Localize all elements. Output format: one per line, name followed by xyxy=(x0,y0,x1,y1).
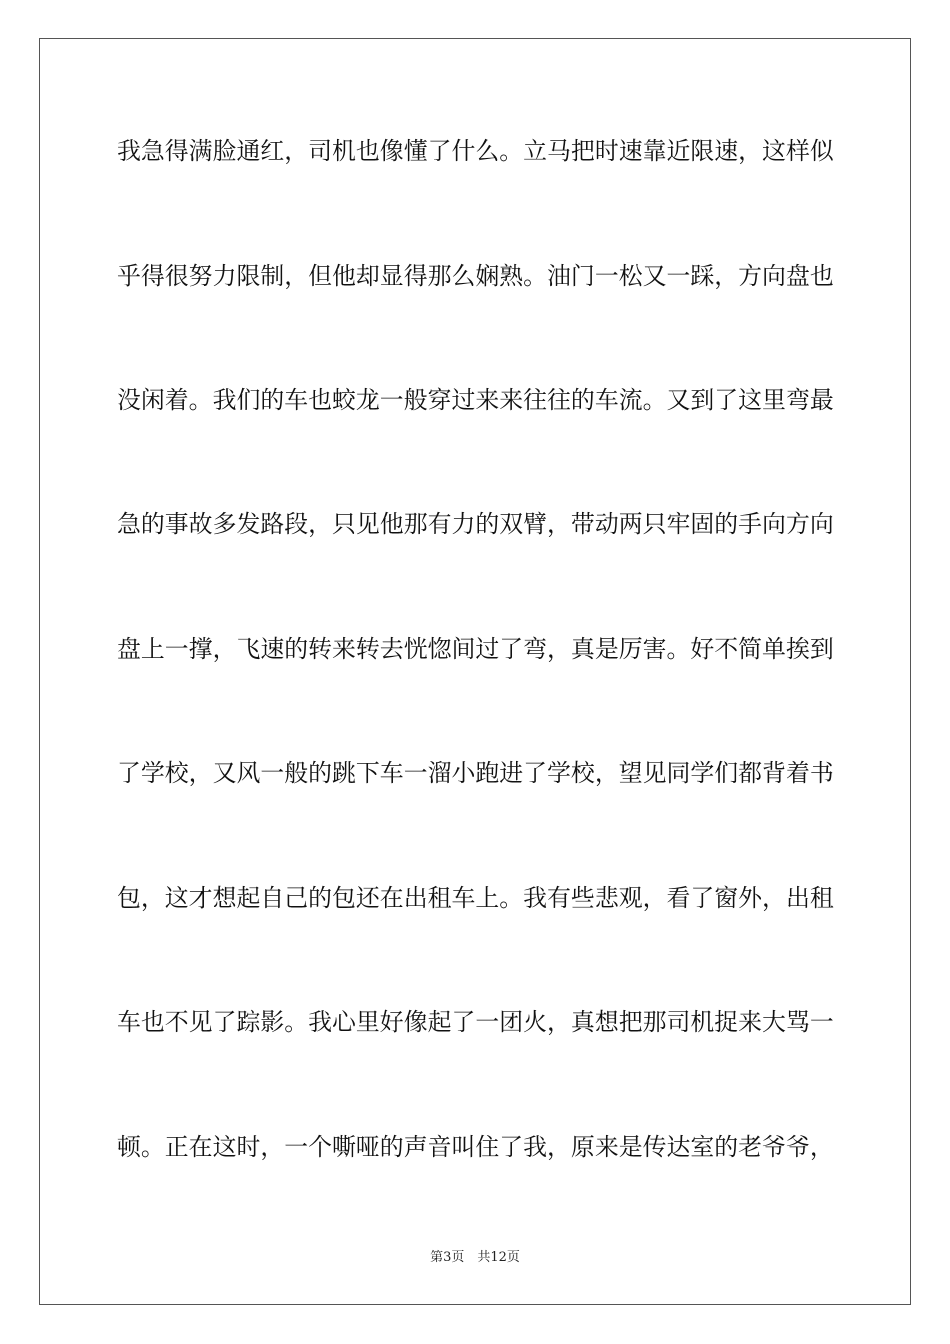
body-text-line-9: 顿。正在这时，一个嘶哑的声音叫住了我，原来是传达室的老爷爷， xyxy=(117,1133,834,1161)
body-text-line-7: 包，这才想起自己的包还在出租车上。我有些悲观，看了窗外，出租 xyxy=(117,884,834,912)
body-text-line-2: 乎得很努力限制，但他却显得那么娴熟。油门一松又一踩，方向盘也 xyxy=(117,262,834,290)
body-text-line-6: 了学校，又风一般的跳下车一溜小跑进了学校，望见同学们都背着书 xyxy=(117,759,834,787)
body-text-line-4: 急的事故多发路段，只见他那有力的双臂，带动两只牢固的手向方向 xyxy=(117,510,834,538)
body-text-line-5: 盘上一撑，飞速的转来转去恍惚间过了弯，真是厉害。好不简单挨到 xyxy=(117,635,834,663)
body-text-line-3: 没闲着。我们的车也蛟龙一般穿过来来往往的车流。又到了这里弯最 xyxy=(117,386,834,414)
page-number-footer: 第3页 共12页 xyxy=(430,1250,520,1265)
page-border xyxy=(39,38,911,1305)
body-text-line-1: 我急得满脸通红，司机也像懂了什么。立马把时速靠近限速，这样似 xyxy=(117,137,834,165)
body-text-line-8: 车也不见了踪影。我心里好像起了一团火，真想把那司机捉来大骂一 xyxy=(117,1008,834,1036)
